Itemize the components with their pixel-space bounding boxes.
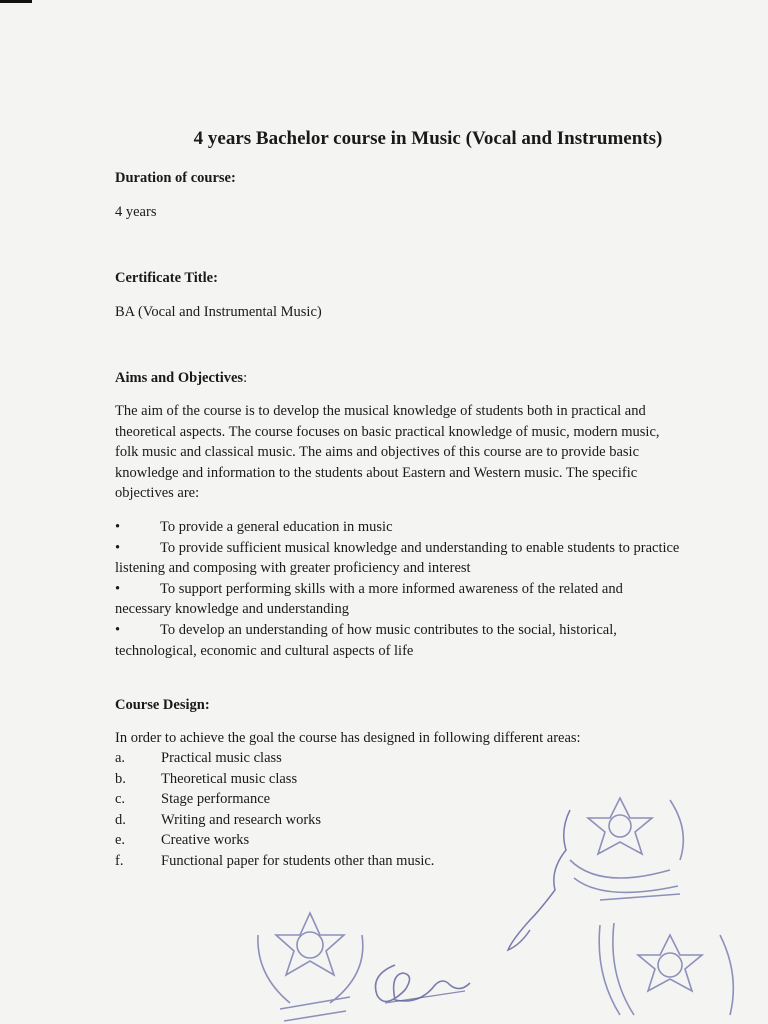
bullet-icon: • <box>115 539 121 556</box>
course-area-item: f. Functional paper for students other than music. <box>115 852 435 869</box>
objective-item: • To provide a general education in music <box>115 517 715 538</box>
course-area-item: c. Stage performance <box>115 791 271 808</box>
aims-paragraph-line: theoretical aspects. The course focuses on basic practical knowledge of music, modern music, <box>115 423 660 440</box>
star-seal-icon <box>590 915 760 1020</box>
duration-value: 4 years <box>115 204 157 220</box>
course-area-item: d. Writing and research works <box>115 811 322 828</box>
bullet-icon: • <box>115 519 121 535</box>
official-stamp-right <box>560 790 700 920</box>
objective-item: • To develop an understanding of how music contributes to the social, historical, technological, economic and cultural aspects of life <box>115 621 617 659</box>
aims-paragraph <box>115 401 715 504</box>
course-area-item: b. Theoretical music class <box>115 770 298 787</box>
aims-paragraph-line: The aim of the course is to develop the musical knowledge of students both in practical and <box>115 403 646 419</box>
course-area-item: a. Practical music class <box>115 750 282 766</box>
aims-paragraph-line: objectives are: <box>115 485 200 502</box>
course-design-intro: In order to achieve the goal the course has designed in following different areas: <box>115 730 581 746</box>
course-design-heading: Course Design: <box>115 697 210 713</box>
signature-bottom <box>365 955 475 1015</box>
bullet-icon: • <box>115 580 121 597</box>
aims-paragraph-line: knowledge and information to the students about Eastern and Western music. The specific <box>115 464 638 481</box>
duration-heading: Duration of course: <box>115 170 236 186</box>
star-seal-icon <box>560 790 700 920</box>
objectives-list <box>115 517 715 661</box>
certificate-value: BA (Vocal and Instrumental Music) <box>115 304 322 320</box>
course-design-list <box>115 748 434 872</box>
objective-item: • To support performing skills with a more informed awareness of the related and necessary knowledge and understanding <box>115 580 623 618</box>
course-area-item: e. Creative works <box>115 832 250 849</box>
bullet-icon: • <box>115 621 121 638</box>
certificate-heading: Certificate Title: <box>115 270 218 286</box>
official-stamp-corner <box>590 915 760 1020</box>
signature-icon <box>365 955 475 1015</box>
document-title: 4 years Bachelor course in Music (Vocal and Instruments) <box>193 128 663 149</box>
objective-item: • To provide sufficient musical knowledge and understanding to enable students to practice listening and composing with greater proficiency and interest <box>115 539 680 577</box>
aims-heading: Aims and Objectives: <box>115 370 248 386</box>
aims-paragraph-line: folk music and classical music. The aims and objectives of this course are to provide basic <box>115 444 640 461</box>
